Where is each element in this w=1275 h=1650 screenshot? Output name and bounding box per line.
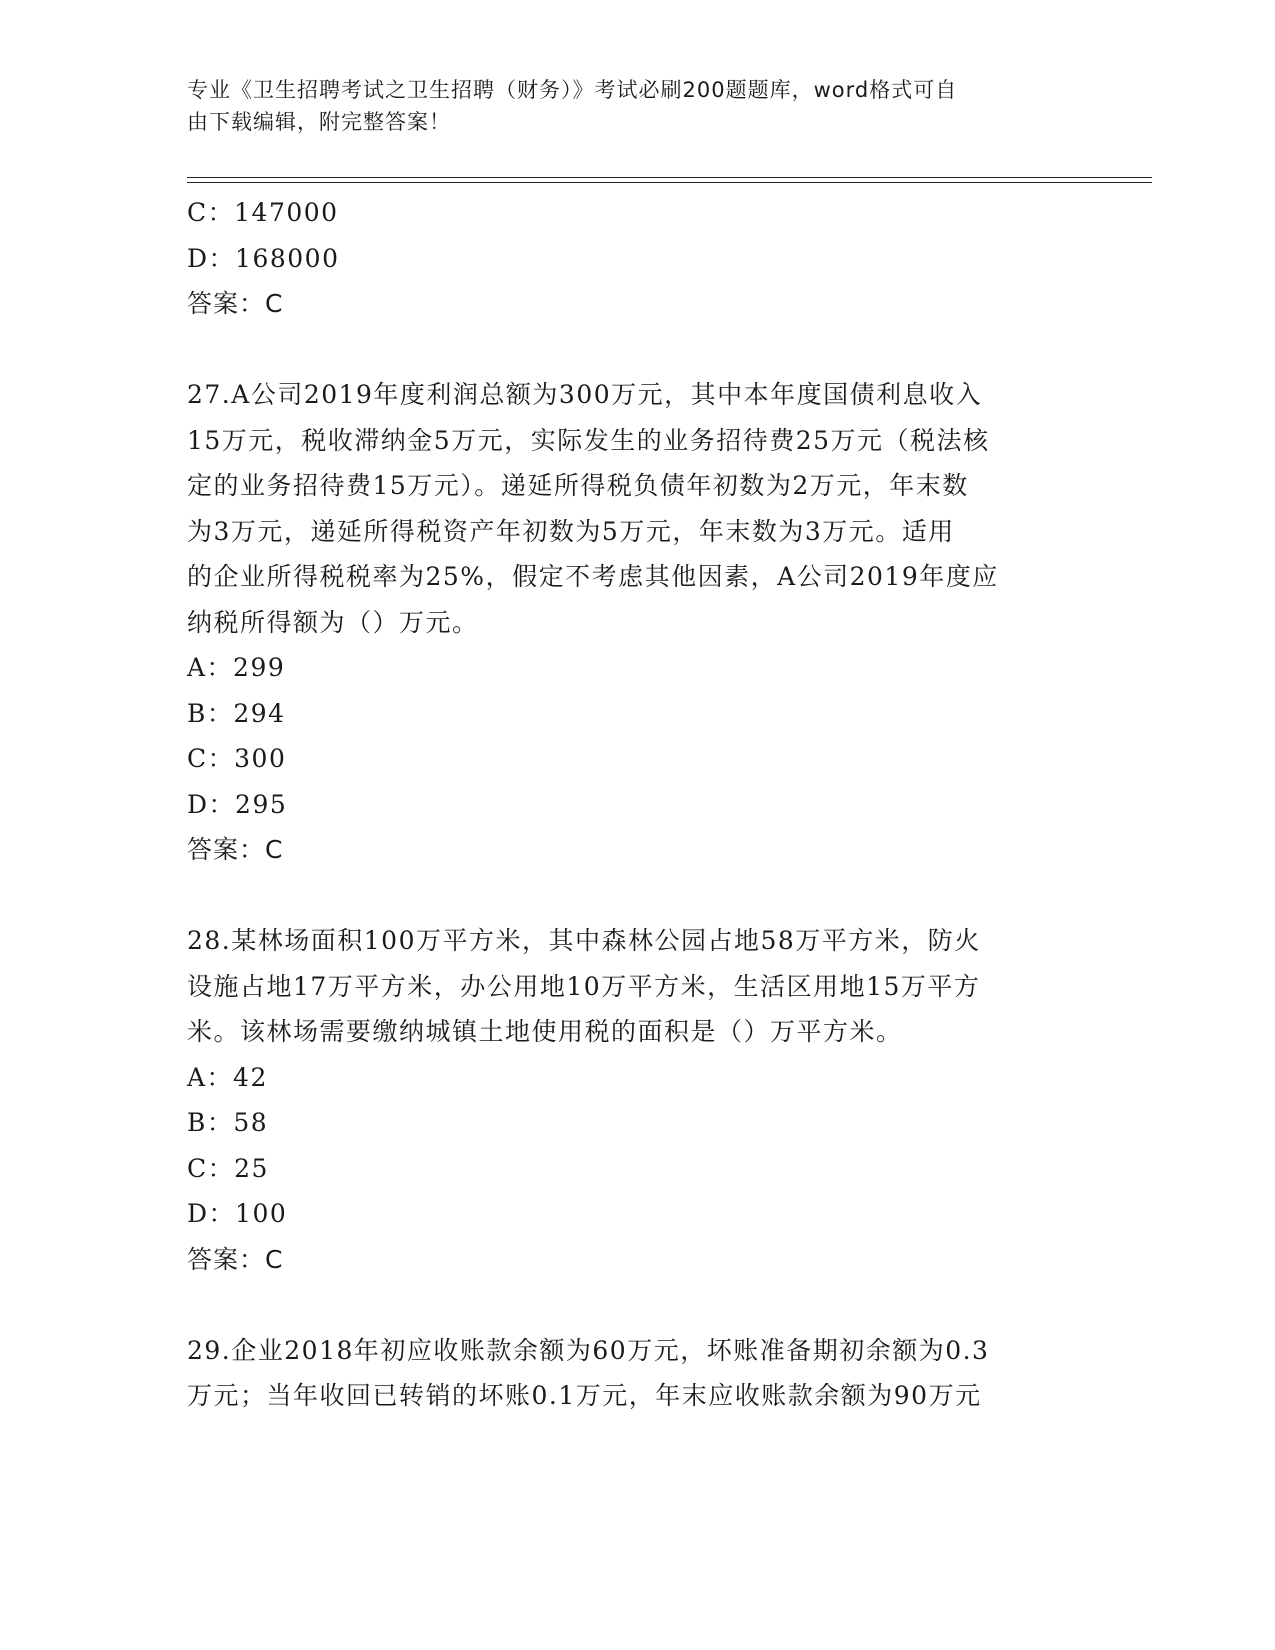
- header-line-1: 专业《卫生招聘考试之卫生招聘（财务）》考试必刷200题题库，word格式可自: [187, 78, 958, 102]
- question-text-line: 的企业所得税税率为25%，假定不考虑其他因素，A公司2019年度应: [187, 562, 999, 591]
- question-text-line: 设施占地17万平方米，办公用地10万平方米，生活区用地15万平方: [187, 971, 981, 1001]
- option-c: C：147000: [187, 198, 339, 227]
- option-d: D：295: [187, 789, 288, 819]
- question-text-line: 为3万元，递延所得税资产年初数为5万元，年末数为3万元。适用: [187, 516, 955, 546]
- question-text-line: 29.企业2018年初应收账款余额为60万元，坏账准备期初余额为0.3: [187, 1335, 990, 1365]
- question-29: [187, 1328, 1087, 1419]
- answer-line: 答案：C: [187, 835, 284, 864]
- option-b: B：294: [187, 698, 286, 728]
- header-divider-bottom: [187, 182, 1152, 183]
- option-d: D：100: [187, 1199, 288, 1228]
- answer-line: 答案：C: [187, 1244, 284, 1274]
- option-a: A：42: [187, 1062, 268, 1092]
- spacer: [187, 873, 1087, 919]
- option-a: A：299: [187, 653, 286, 682]
- question-text-line: 28.某林场面积100万平方米，其中森林公园占地58万平方米，防火: [187, 926, 981, 955]
- question-text-line: 15万元，税收滞纳金5万元，实际发生的业务招待费25万元（税法核: [187, 425, 990, 455]
- option-c: C：300: [187, 744, 287, 773]
- header-divider-top: [187, 177, 1152, 178]
- option-d: D：168000: [187, 243, 340, 273]
- question-text-line: 定的业务招待费15万元）。递延所得税负债年初数为2万元，年末数: [187, 471, 969, 500]
- question-text-line: 纳税所得额为（）万元。: [187, 607, 479, 637]
- document-header: [187, 74, 1067, 138]
- question-27: [187, 372, 1087, 873]
- document-body: [187, 190, 1087, 1419]
- spacer: [187, 327, 1087, 373]
- header-line-2: 由下载编辑，附完整答案！: [187, 110, 451, 134]
- question-text-line: 27.A公司2019年度利润总额为300万元，其中本年度国债利息收入: [187, 380, 983, 409]
- question-text-line: 米。该林场需要缴纳城镇土地使用税的面积是（）万平方米。: [187, 1017, 903, 1046]
- spacer: [187, 1282, 1087, 1328]
- question-28: [187, 918, 1087, 1282]
- answer-line: 答案：C: [187, 289, 284, 318]
- option-c: C：25: [187, 1153, 269, 1183]
- option-b: B：58: [187, 1108, 269, 1137]
- question-text-line: 万元；当年收回已转销的坏账0.1万元，年末应收账款余额为90万元: [187, 1381, 982, 1410]
